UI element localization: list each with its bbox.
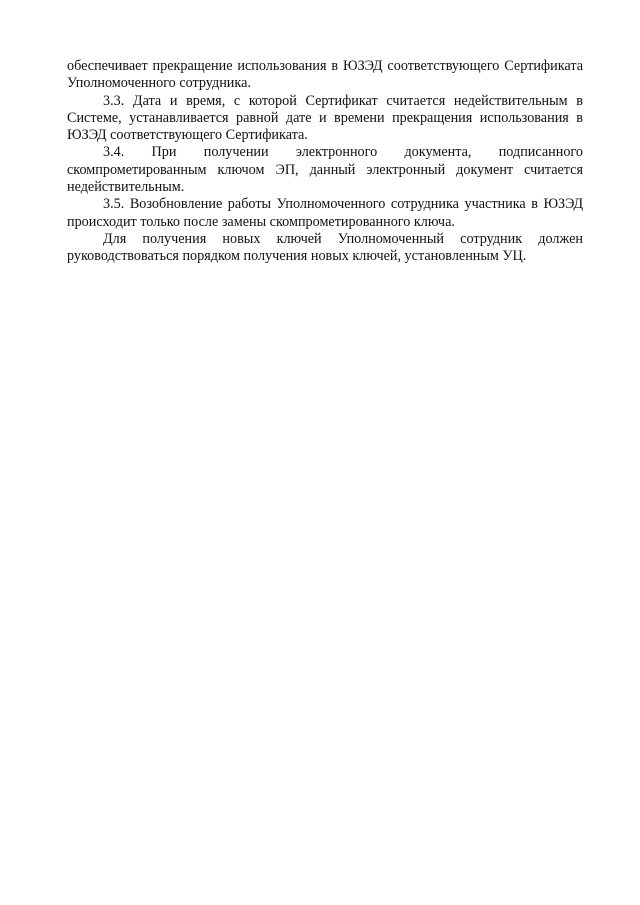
paragraph-3-3: 3.3. Дата и время, с которой Сертификат считается недействительным в Системе, устанавливается равной дате и времени прекращения использования в ЮЗЭД соответствующего Сертификата.	[67, 92, 583, 144]
paragraph-3-5: 3.5. Возобновление работы Уполномоченного сотрудника участника в ЮЗЭД происходит только после замены скомпрометированного ключа.	[67, 196, 583, 230]
paragraph-continuation: обеспечивает прекращение использования в ЮЗЭД соответствующего Сертификата Уполномоченного сотрудника.	[67, 58, 583, 92]
document-body	[67, 58, 583, 266]
paragraph-3-4: 3.4. При получении электронного документа, подписанного скомпрометированным ключом ЭП, данный электронный документ считается недействительным.	[67, 144, 583, 196]
paragraph-new-keys: Для получения новых ключей Уполномоченный сотрудник должен руководствоваться порядком получения новых ключей, установленным УЦ.	[67, 230, 583, 265]
